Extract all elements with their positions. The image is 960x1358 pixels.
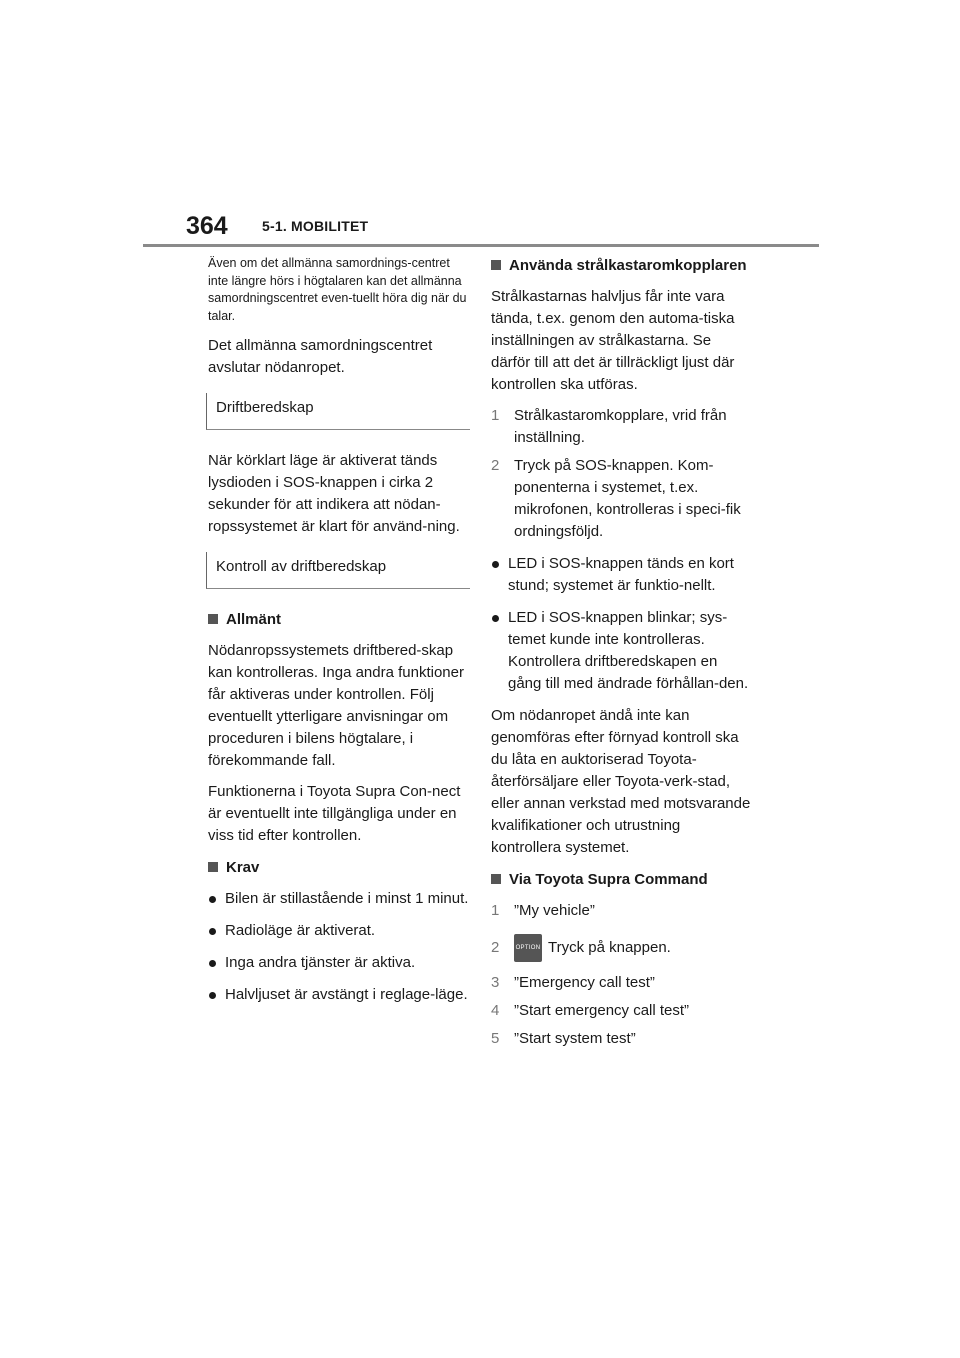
switch-paragraph: Strålkastarnas halvljus får inte vara tända, t.ex. genom den automa-tiska inställningen av strålkastarna. Se därför till att det är tillräckligt ljust där kontrollen ska utföras.	[491, 288, 735, 393]
bullet-dot-icon	[492, 615, 499, 622]
step-number: 2	[491, 939, 500, 956]
step-item	[491, 972, 753, 994]
heading-command-label: Via Toyota Supra Command	[509, 871, 708, 888]
step-text: ”My vehicle”	[514, 902, 595, 919]
bullet-dot-icon	[209, 896, 216, 903]
bullet-dot-icon	[209, 928, 216, 935]
step-number: 3	[491, 974, 500, 991]
step-number: 1	[491, 902, 500, 919]
heading-requirements	[208, 857, 470, 879]
list-item	[491, 553, 753, 597]
step-text: Tryck på SOS-knappen. Kom-ponenterna i systemet, t.ex. mikrofonen, kontrolleras i speci-fik ordningsföljd.	[514, 457, 741, 540]
left-column	[208, 255, 470, 1016]
end-call-text: Det allmänna samordningscentret avslutar nödanropet.	[208, 337, 433, 376]
square-bullet-icon	[208, 862, 218, 872]
list-item	[208, 984, 470, 1006]
section-title: 5-1. MOBILITET	[262, 218, 369, 234]
square-bullet-icon	[208, 614, 218, 624]
heading-general-label: Allmänt	[226, 611, 282, 628]
heading-command	[491, 869, 753, 891]
step-item	[491, 1028, 753, 1050]
list-item-text: LED i SOS-knappen tänds en kort stund; systemet är funktio-nellt.	[508, 555, 734, 594]
list-item	[208, 920, 470, 942]
heading-headlight-switch-label: Använda strålkastaromkopplaren	[509, 257, 747, 274]
list-item-text: Inga andra tjänster är aktiva.	[225, 954, 416, 971]
step-text: ”Start emergency call test”	[514, 1002, 690, 1019]
list-item	[208, 888, 470, 910]
list-item-text: Bilen är stillastående i minst 1 minut.	[225, 890, 469, 907]
bullet-dot-icon	[209, 960, 216, 967]
step-item	[491, 900, 753, 922]
heading-headlight-switch	[491, 255, 753, 277]
square-bullet-icon	[491, 874, 501, 884]
box-kontroll: Kontroll av driftberedskap	[206, 552, 470, 589]
step-text: ”Start system test”	[514, 1030, 636, 1047]
ready-text: När körklart läge är aktiverat tänds lysdioden i SOS-knappen i cirka 2 sekunder för att indikera att nödan-ropssystemet är klart för använd-ning.	[208, 452, 460, 535]
option-button-icon: OPTION	[514, 934, 542, 962]
box-driftberedskap: Driftberedskap	[206, 393, 470, 430]
general-paragraph-1: Nödanropssystemets driftbered-skap kan kontrolleras. Inga andra funktioner får aktiveras under kontrollen. Följ eventuellt ytterligare anvisningar om proceduren i bilens högtalare, i förekommande fall.	[208, 642, 464, 769]
page-header	[0, 0, 960, 250]
step-text: Strålkastaromkopplare, vrid från inställning.	[514, 407, 727, 446]
step-text: Tryck på knappen.	[548, 939, 671, 956]
step-number: 1	[491, 407, 500, 424]
page-number: 364	[186, 212, 228, 240]
step-item	[491, 1000, 753, 1022]
step-item	[491, 455, 753, 543]
header-rule	[143, 244, 819, 247]
intro-note: Även om det allmänna samordnings-centret inte längre hörs i högtalaren kan det allmänna samordningscentret even-tuellt höra dig när du talar.	[208, 256, 467, 323]
general-paragraph-2: Funktionerna i Toyota Supra Con-nect är eventuellt inte tillgängliga under en viss tid efter kontrollen.	[208, 783, 461, 844]
list-item	[491, 607, 753, 695]
list-item	[208, 952, 470, 974]
step-item	[491, 405, 753, 449]
step-number: 2	[491, 457, 500, 474]
square-bullet-icon	[491, 260, 501, 270]
heading-requirements-label: Krav	[226, 859, 260, 876]
step-number: 4	[491, 1002, 500, 1019]
heading-general	[208, 609, 470, 631]
right-column	[491, 255, 753, 1056]
list-item-text: Halvljuset är avstängt i reglage-läge.	[225, 986, 468, 1003]
list-item-text: Radioläge är aktiverat.	[225, 922, 376, 939]
fail-paragraph: Om nödanropet ändå inte kan genomföras efter förnyad kontroll ska du låta en auktoriserad Toyota-återförsäljare eller Toyota-verk-stad, eller annan verkstad med motsvarande kvalifikationer och utrustning kontrollera systemet.	[491, 707, 751, 856]
list-item-text: LED i SOS-knappen blinkar; sys-temet kunde inte kontrolleras. Kontrollera driftberedskapen en gång till med ändrade förhållan-den.	[508, 609, 749, 692]
bullet-dot-icon	[492, 561, 499, 568]
step-number: 5	[491, 1030, 500, 1047]
step-text: ”Emergency call test”	[514, 974, 655, 991]
step-item	[491, 934, 753, 962]
bullet-dot-icon	[209, 992, 216, 999]
